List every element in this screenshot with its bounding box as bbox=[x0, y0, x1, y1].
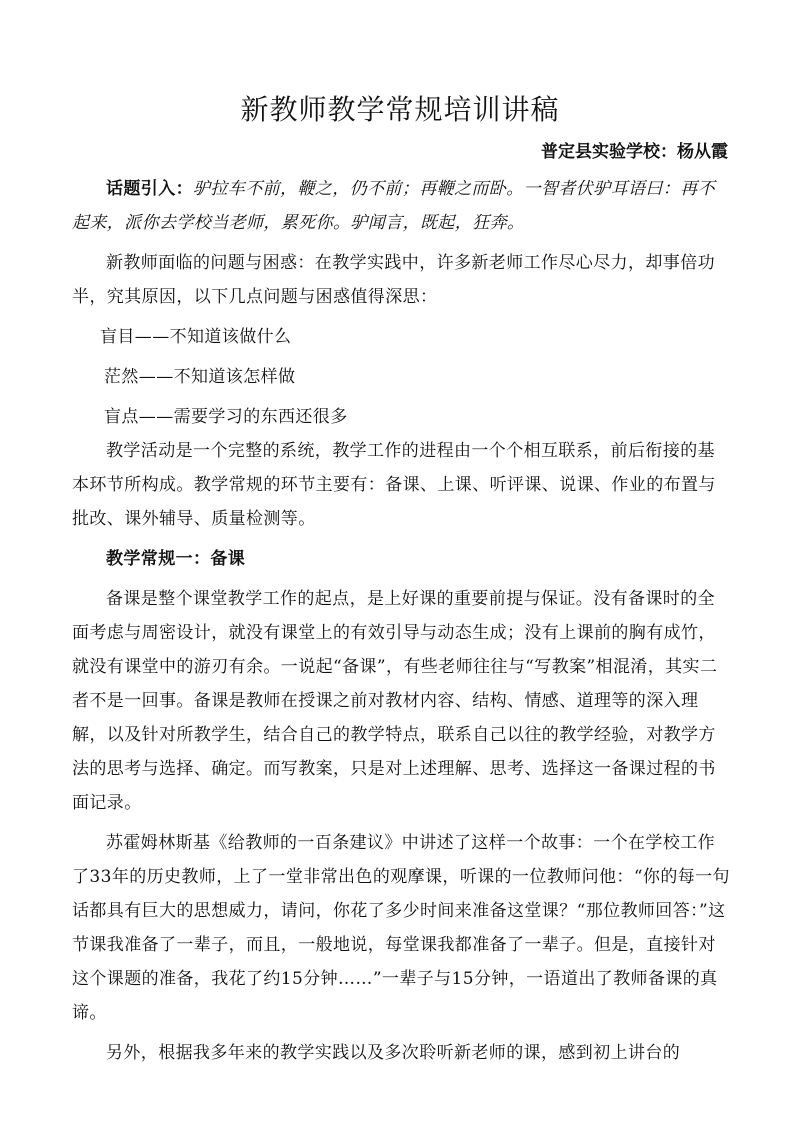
system-paragraph: 教学活动是一个完整的系统，教学工作的进程由一个个相互联系，前后衔接的基本环节所构成。教学常规的环节主要有：备课、上课、听评课、说课、作业的布置与批改、课外辅导、质量检测等。 bbox=[72, 441, 716, 529]
last-paragraph: 另外，根据我多年来的教学实践以及多次聆听新老师的课，感到初上讲台的 bbox=[106, 1043, 681, 1063]
intro-label: 话题引入： bbox=[106, 179, 193, 199]
document-title: 新教师教学常规培训讲稿 bbox=[240, 93, 560, 126]
section-heading: 教学常规一：备课 bbox=[106, 549, 246, 569]
author-line: 普定县实验学校：杨从霞 bbox=[541, 142, 728, 162]
story-paragraph: 苏霍姆林斯基《给教师的一百条建议》中讲述了这样一个故事：一个在学校工作了33年的历史教师，上了一堂非常出色的观摩课，听课的一位教师问他：“你的每一句话都具有巨大的思想威力，请问，你花了多少时间来准备这堂课？“那位教师回答：”这节课我准备了一辈子，而且，一般地说，每堂课我都准备了一辈子。但是，直接针对这个课题的准备，我花了约15分钟……”一辈子与15分钟，一语道出了教师备课的真谛。 bbox=[72, 833, 730, 1023]
list-item-blindspot: 盲点——需要学习的东西还很多 bbox=[104, 407, 348, 427]
problems-paragraph: 新教师面临的问题与困惑：在教学实践中，许多新老师工作尽心尽力，却事倍功半，究其原因，以下几点问题与困惑值得深思： bbox=[72, 253, 715, 307]
intro-text: 驴拉车不前，鞭之，仍不前；再鞭之而卧。一智者伏驴耳语曰：再不起来，派你去学校当老师，累死你。驴闻言，既起，狂奔。 bbox=[72, 179, 715, 233]
list-item-blind: 盲目——不知道该做什么 bbox=[100, 327, 292, 347]
section1-heading-paragraph bbox=[72, 542, 732, 576]
prep-paragraph: 备课是整个课堂教学工作的起点，是上好课的重要前提与保证。没有备课时的全面考虑与周密设计，就没有课堂上的有效引导与动态生成；没有上课前的胸有成竹，就没有课堂中的游刃有余。一说起“备课”，有些老师往往与“写教案”相混淆，其实二者不是一回事。备课是教师在授课之前对教材内容、结构、情感、道理等的深入理解，以及针对所教学生，结合自己的教学特点，联系自己以往的教学经验，对教学方法的思考与选择、确定。而写教案，只是对上述理解、思考、选择这一备课过程的书面记录。 bbox=[72, 589, 718, 813]
document-body bbox=[72, 172, 732, 1070]
list-item-confused: 茫然——不知道该怎样做 bbox=[104, 367, 296, 387]
intro-paragraph bbox=[72, 172, 732, 240]
